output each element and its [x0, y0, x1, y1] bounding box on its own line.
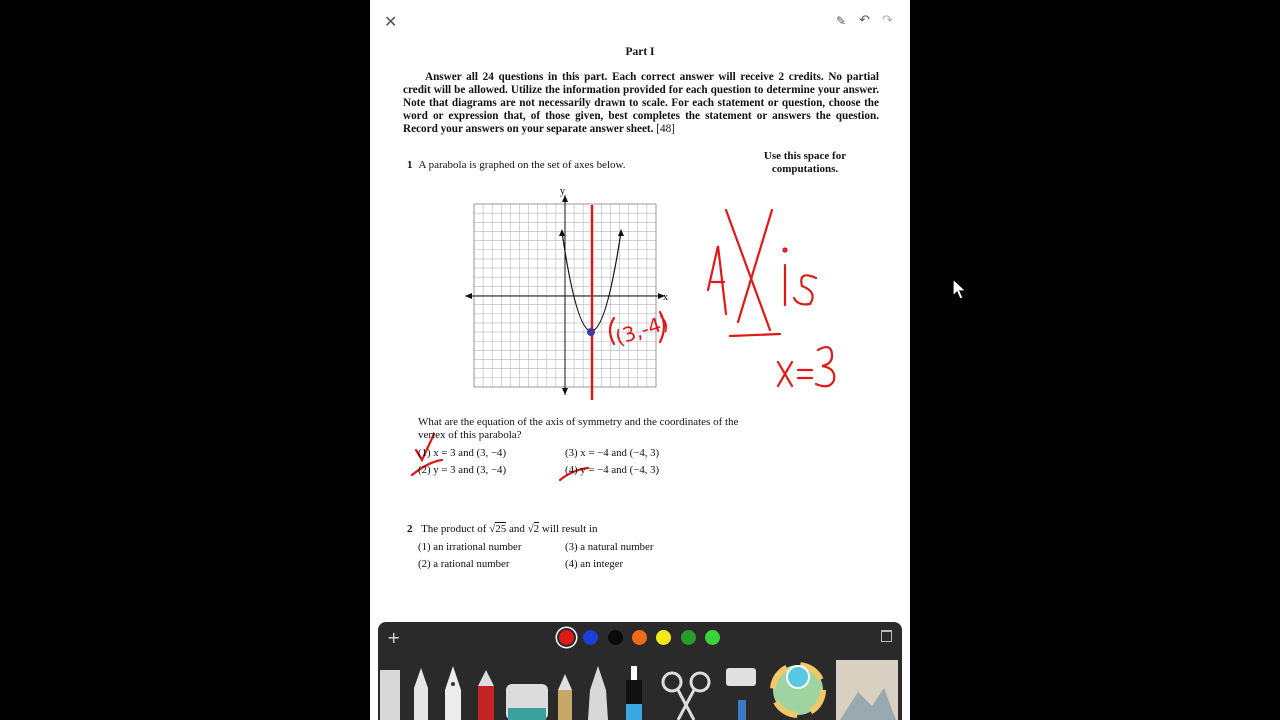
color-swatch-4[interactable]: [632, 630, 647, 645]
x-axis-label: x: [663, 292, 668, 303]
add-icon[interactable]: +: [387, 628, 401, 647]
q2-radicand-1: 25: [495, 523, 507, 535]
instructions-text: Answer all 24 questions in this part. Each correct answer will receive 2 credits. No partial credit will be allowed. Utilize the information provided for each question to determine your answer. Note that diagrams are not necessarily drawn to scale. For each statement or question, choose the word or expression that, of those given, best completes the statement or answers the question. Record your answers on your separate answer sheet.: [403, 71, 879, 135]
pencil-icon[interactable]: ✎: [836, 14, 847, 28]
markup-toolbar: [378, 622, 902, 720]
tape-tool[interactable]: [726, 668, 756, 720]
q1-choice-4[interactable]: (4) y = −4 and (−4, 3): [565, 464, 660, 476]
undo-icon[interactable]: ↶: [859, 13, 870, 28]
q1-choice-2[interactable]: (2) y = 3 and (3, −4): [418, 464, 507, 476]
color-swatch-1[interactable]: [559, 630, 574, 645]
q2-text-c: will result in: [541, 523, 598, 535]
question-2: [407, 523, 598, 535]
felt-pen-tool[interactable]: [626, 666, 642, 720]
crayon-tool[interactable]: [558, 674, 572, 720]
sqrt-symbol: √: [527, 523, 534, 535]
color-swatch-7[interactable]: [705, 630, 720, 645]
fountain-pen-tool[interactable]: [445, 666, 461, 720]
part-title: Part I: [625, 46, 655, 58]
q2-radicand-2: 2: [533, 523, 540, 535]
color-swatch-5[interactable]: [656, 630, 671, 645]
color-swatch-3[interactable]: [608, 630, 623, 645]
q2-text-b: and: [508, 523, 525, 535]
pencil-tool[interactable]: [414, 668, 428, 720]
sqrt-symbol: √: [489, 523, 496, 535]
highlighter-tool[interactable]: [506, 684, 548, 720]
q1-choice-1[interactable]: (1) x = 3 and (3, −4): [418, 447, 507, 459]
mouse-cursor-icon: [952, 278, 968, 302]
points-total: [48]: [656, 123, 675, 135]
tool-palette: [378, 660, 902, 720]
scissors-tool[interactable]: [663, 673, 709, 720]
close-icon[interactable]: ✕: [384, 12, 398, 31]
color-wheel-button[interactable]: [773, 665, 823, 715]
document-page: [370, 0, 910, 720]
q2-text-a: The product of: [421, 523, 487, 535]
image-picker-button[interactable]: [836, 660, 898, 720]
q2-choice-2[interactable]: (2) a rational number: [418, 558, 510, 570]
question-text: A parabola is graphed on the set of axes below.: [418, 159, 626, 171]
eraser-tool[interactable]: [380, 670, 400, 720]
y-axis-label: y: [560, 186, 565, 197]
brush-tool[interactable]: [588, 666, 608, 720]
redo-icon[interactable]: ↷: [882, 13, 893, 28]
computation-space-note: Use this space for computations.: [763, 150, 847, 175]
q2-choice-4[interactable]: (4) an integer: [565, 558, 624, 570]
question-1-prompt: What are the equation of the axis of symmetry and the coordinates of the vertex of this parabola?: [418, 416, 739, 441]
marker-tool[interactable]: [478, 670, 494, 720]
color-swatch-2[interactable]: [583, 630, 598, 645]
q2-choice-3[interactable]: (3) a natural number: [565, 541, 654, 553]
q1-choice-3[interactable]: (3) x = −4 and (−4, 3): [565, 447, 660, 459]
color-swatch-6[interactable]: [681, 630, 696, 645]
vertex-label-annotation: (3,-4): [612, 310, 672, 350]
question-number: 1: [407, 159, 413, 171]
q2-choice-1[interactable]: (1) an irrational number: [418, 541, 522, 553]
question-number: 2: [407, 523, 413, 535]
trash-icon[interactable]: [881, 630, 892, 642]
